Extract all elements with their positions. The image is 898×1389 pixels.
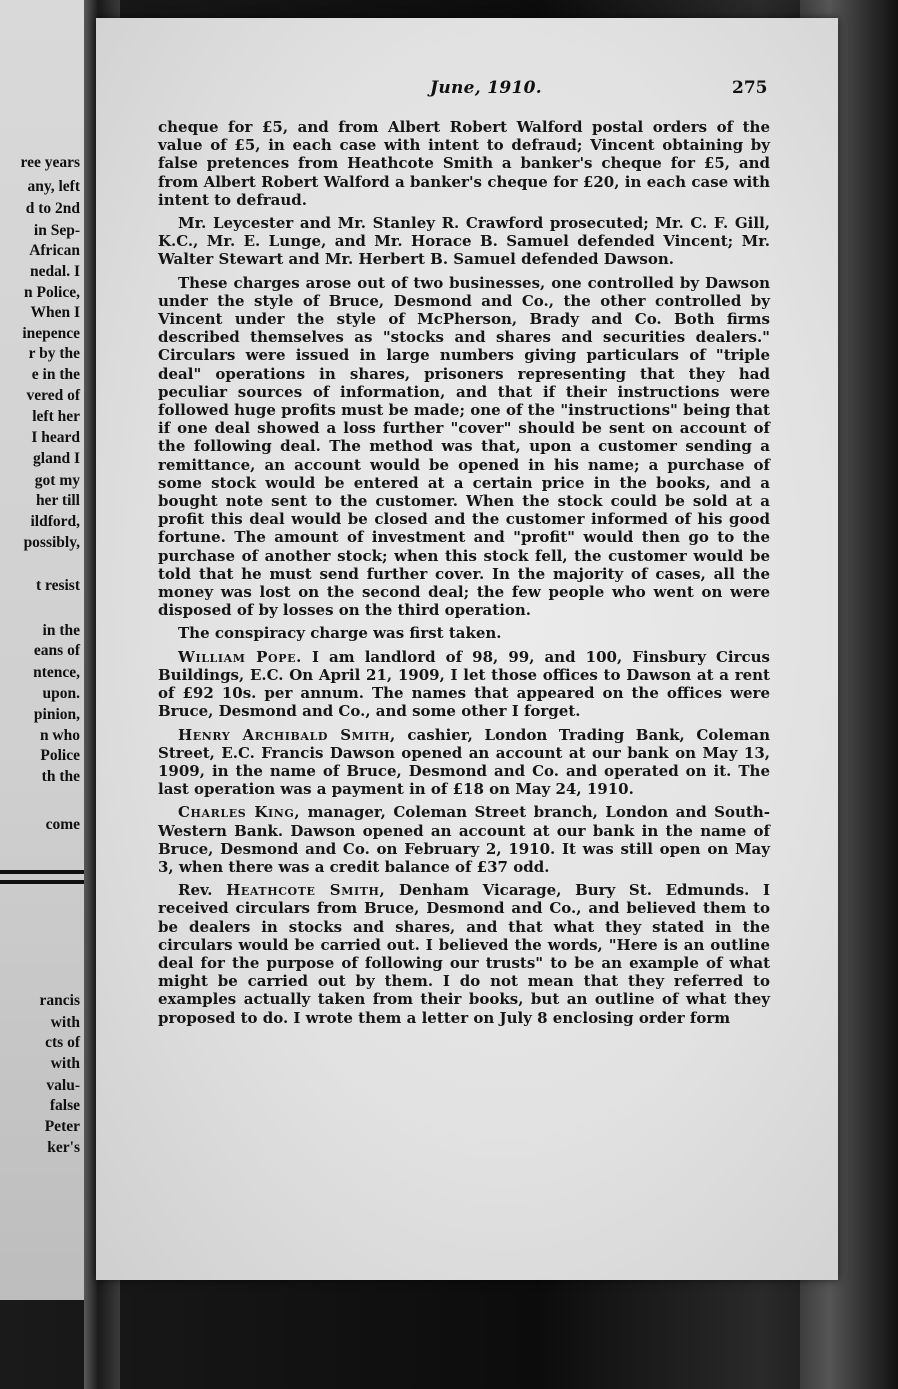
facing-page-rule [0,880,84,884]
facing-page-line: African [29,242,80,259]
witness-paragraph [158,803,770,876]
witness-paragraph [158,881,770,1027]
facing-page-line: vered of [26,387,80,404]
facing-page-line: possibly, [23,534,80,551]
facing-page-line: inepence [22,325,80,342]
witness-testimony: Denham Vicarage, Bury St. Edmunds. I received circulars from Bruce, Desmond and Co., and believed them to be dealers in stocks and shares, and that what they stated in the circulars would be carried out. I believed the words, "Here is an outline deal for the purpose of following our trusts" to be an example of what might be carried out by them. I do not mean that they referred to examples actually taken from their books, but an outline of what they proposed to do. I wrote them a letter on July 8 enclosing order form [158,881,771,1027]
facing-page-line: in Sep- [33,222,80,239]
facing-page-line: e in the [31,366,80,383]
witness-paragraph [158,726,770,799]
facing-page-line: t resist [35,577,80,594]
facing-page-line: left her [32,408,80,425]
paragraph: Mr. Leycester and Mr. Stanley R. Crawford prosecuted; Mr. C. F. Gill, K.C., Mr. E. Lunge, and Mr. Horace B. Samuel defended Vincent; Mr. Walter Stewart and Mr. Herbert B. Samuel defended Dawson. [158,214,770,269]
facing-page-line: got my [34,472,80,489]
paragraph: These charges arose out of two businesses, one controlled by Dawson under the style of Bruce, Desmond and Co., the other controlled by Vincent under the style of McPherson, Brady and Co. Both firms described themselves as "stocks and shares and securities dealers." Circulars were issued in large numbers giving particulars of "triple deal" operations in shares, prisoners representing that they had peculiar sources of information, and that if their instructions were followed huge profits must be made; one of the "instructions" being that if one deal showed a loss further "cover" should be sent on account of the following deal. The method was that, upon a customer sending a remittance, an account would be opened in his name; a purchase of some stock would be entered at a certain price in the books, and a bought note sent to the customer. When the stock could be sold at a profit this deal would be closed and the customer informed of his good fortune. The amount of investment and "profit" would then go to the purchase of another stock; when this stock fell, the customer would be told that he must send further cover. In the majority of cases, all the money was lost on the second deal; the few people who went on were disposed of by losses on the third operation. [158,273,770,620]
running-head: June, 1910. [430,78,542,98]
facing-page-line: Police [40,747,80,764]
facing-page-line: false [49,1097,80,1114]
facing-page-line: eans of [33,642,80,659]
witness-testimony: cashier, London Trading Bank, Coleman Street, E.C. Francis Dawson opened an account at our bank on May 13, 1909, in the name of Bruce, Desmond and Co. and operated on it. The last operation was a payment in of £18 on May 24, 1910. [158,725,770,799]
witness-testimony: manager, Coleman Street branch, London and South-Western Bank. Dawson opened an account at our bank in the name of Bruce, Desmond and Co. on February 2, 1910. It was still open on May 3, when there was a credit balance of £37 odd. [158,803,770,876]
facing-page-fragment [0,0,84,1300]
facing-page-line: Peter [44,1118,80,1135]
facing-page-line: d to 2nd [25,200,80,217]
paragraph: The conspiracy charge was first taken. [178,624,502,643]
page-header [160,78,770,104]
facing-page-line: in the [42,622,80,639]
facing-page-line: n Police, [24,284,80,301]
facing-page-line: When I [30,304,80,321]
facing-page-line: ree years [20,154,80,171]
facing-page-line: nedal. I [30,263,80,280]
witness-name: Heathcote Smith, [226,881,386,900]
facing-page-line: ntence, [33,664,80,681]
facing-page-line: gland I [33,450,80,467]
facing-page-line: n who [39,727,80,744]
paragraph: cheque for £5, and from Albert Robert Walford postal orders of the value of £5, in each case with intent to defraud; Vincent obtaining by false pretences from Heathcote Smith a banker's cheque for £5, and from Albert Robert Walford a banker's cheque for £20, in each case with intent to defraud. [158,118,770,209]
facing-page-line: with [50,1014,80,1031]
witness-title: Rev. [178,881,213,900]
facing-page-line: pinion, [33,706,80,723]
page-number: 275 [732,78,768,98]
witness-testimony: I am landlord of 98, 99, and 100, Finsbury Circus Buildings, E.C. On April 21, 1909, I let those offices to Dawson at a rent of £92 10s. per annum. The names that appeared on the offices were Bruce, Desmond and Co., and some other I forget. [158,647,771,721]
body-text [158,118,770,1032]
facing-page-line: any, left [27,178,80,195]
facing-page-line: come [45,816,80,833]
facing-page-line: upon. [42,685,80,702]
facing-page-line: cts of [45,1034,80,1051]
witness-name: Henry Archibald Smith, [178,725,396,744]
facing-page-line: ker's [47,1139,80,1156]
witness-paragraph [158,648,770,721]
facing-page-rule [0,870,84,874]
facing-page-line: ildford, [30,513,80,530]
facing-page-line: her till [35,492,80,509]
facing-page-line: rancis [39,992,80,1009]
facing-page-line: I heard [31,429,80,446]
facing-page-line: r by the [28,345,80,362]
facing-page-line: th the [41,768,80,785]
witness-name: William Pope. [178,647,302,666]
witness-name: Charles King, [178,803,301,822]
facing-page-line: valu- [46,1077,80,1094]
facing-page-line: with [50,1055,80,1072]
